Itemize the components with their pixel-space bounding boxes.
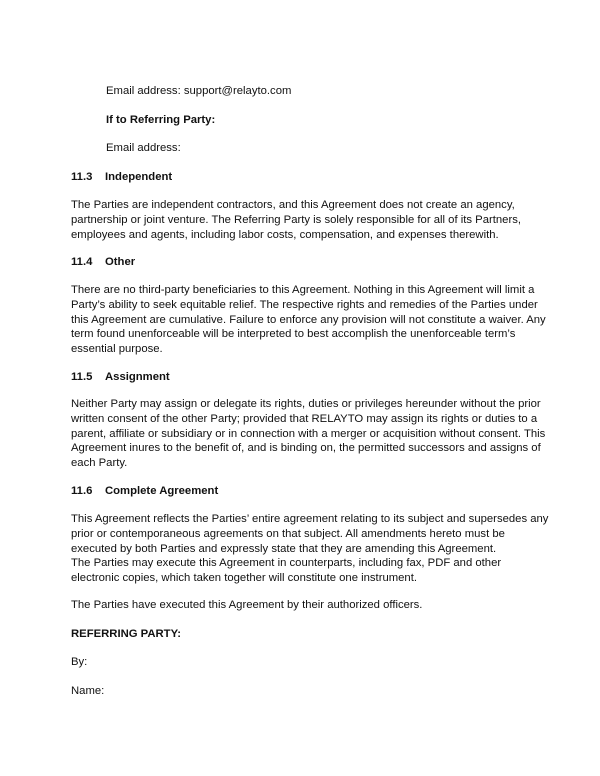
referring-party-heading: If to Referring Party: [106,114,216,126]
body-line: each Party. [71,457,128,470]
section-heading-11-6 [71,484,218,499]
body-line: this Agreement are cumulative. Failure to enforce any provision will not constitute a waiver. Any [71,313,546,326]
section-title: Assignment [105,371,170,383]
body-line: term found unenforceable will be interpreted to best accomplish the unenforceable term’s [71,328,516,341]
section-body-11-6 [71,512,549,586]
body-line: The Parties may execute this Agreement in counterparts, including fax, PDF and other [71,557,502,570]
executed-statement: The Parties have executed this Agreement by their authorized officers. [71,599,423,611]
section-heading-11-4 [71,255,135,270]
section-heading-11-5 [71,370,170,385]
section-title: Independent [105,171,173,183]
body-line: essential purpose. [71,343,163,356]
signature-heading: REFERRING PARTY: [71,628,182,640]
body-line: There are no third-party beneficiaries to this Agreement. Nothing in this Agreement will limit a [71,284,535,296]
body-line: employees and agents, including labor costs, compensation, and expenses therewith. [71,228,499,241]
section-number: 11.3 [71,171,93,183]
body-line: electronic copies, which taken together will constitute one instrument. [71,572,417,585]
support-email-line: Email address: support@relayto.com [106,85,292,97]
referring-email-line: Email address: [106,142,181,154]
body-line: This Agreement reflects the Parties’ entire agreement relating to its subject and supersedes any [71,513,549,525]
body-line: Party’s ability to seek equitable relief. The respective rights and remedies of the Parties under [71,298,538,311]
section-number: 11.5 [71,371,93,383]
body-line: parent, affiliate or subsidiary or in connection with a merger or acquisition without consent. This [71,427,546,440]
by-label: By: [71,656,88,668]
section-body-11-3 [71,198,533,242]
name-label: Name: [71,685,105,697]
section-number: 11.4 [71,256,93,268]
section-title: Complete Agreement [105,485,219,497]
section-title: Other [105,256,136,268]
body-line: prior or contemporaneous agreements on that subject. All amendments hereto must be [71,527,505,540]
body-line: partnership or joint venture. The Referring Party is solely responsible for all of its Partners, [71,213,521,226]
body-line: executed by both Parties and expressly state that they are amending this Agreement. [71,542,497,555]
section-body-11-4 [71,283,546,357]
body-line: The Parties are independent contractors, and this Agreement does not create an agency, [71,199,515,211]
body-line: written consent of the other Party; provided that RELAYTO may assign its rights or duties to a [71,412,538,425]
section-heading-11-3 [71,170,172,185]
section-body-11-5 [71,397,546,471]
body-line: Neither Party may assign or delegate its rights, duties or privileges hereunder without the prior [71,398,541,410]
section-number: 11.6 [71,485,93,497]
body-line: Agreement inures to the benefit of, and is binding on, the permitted successors and assigns of [71,442,541,455]
